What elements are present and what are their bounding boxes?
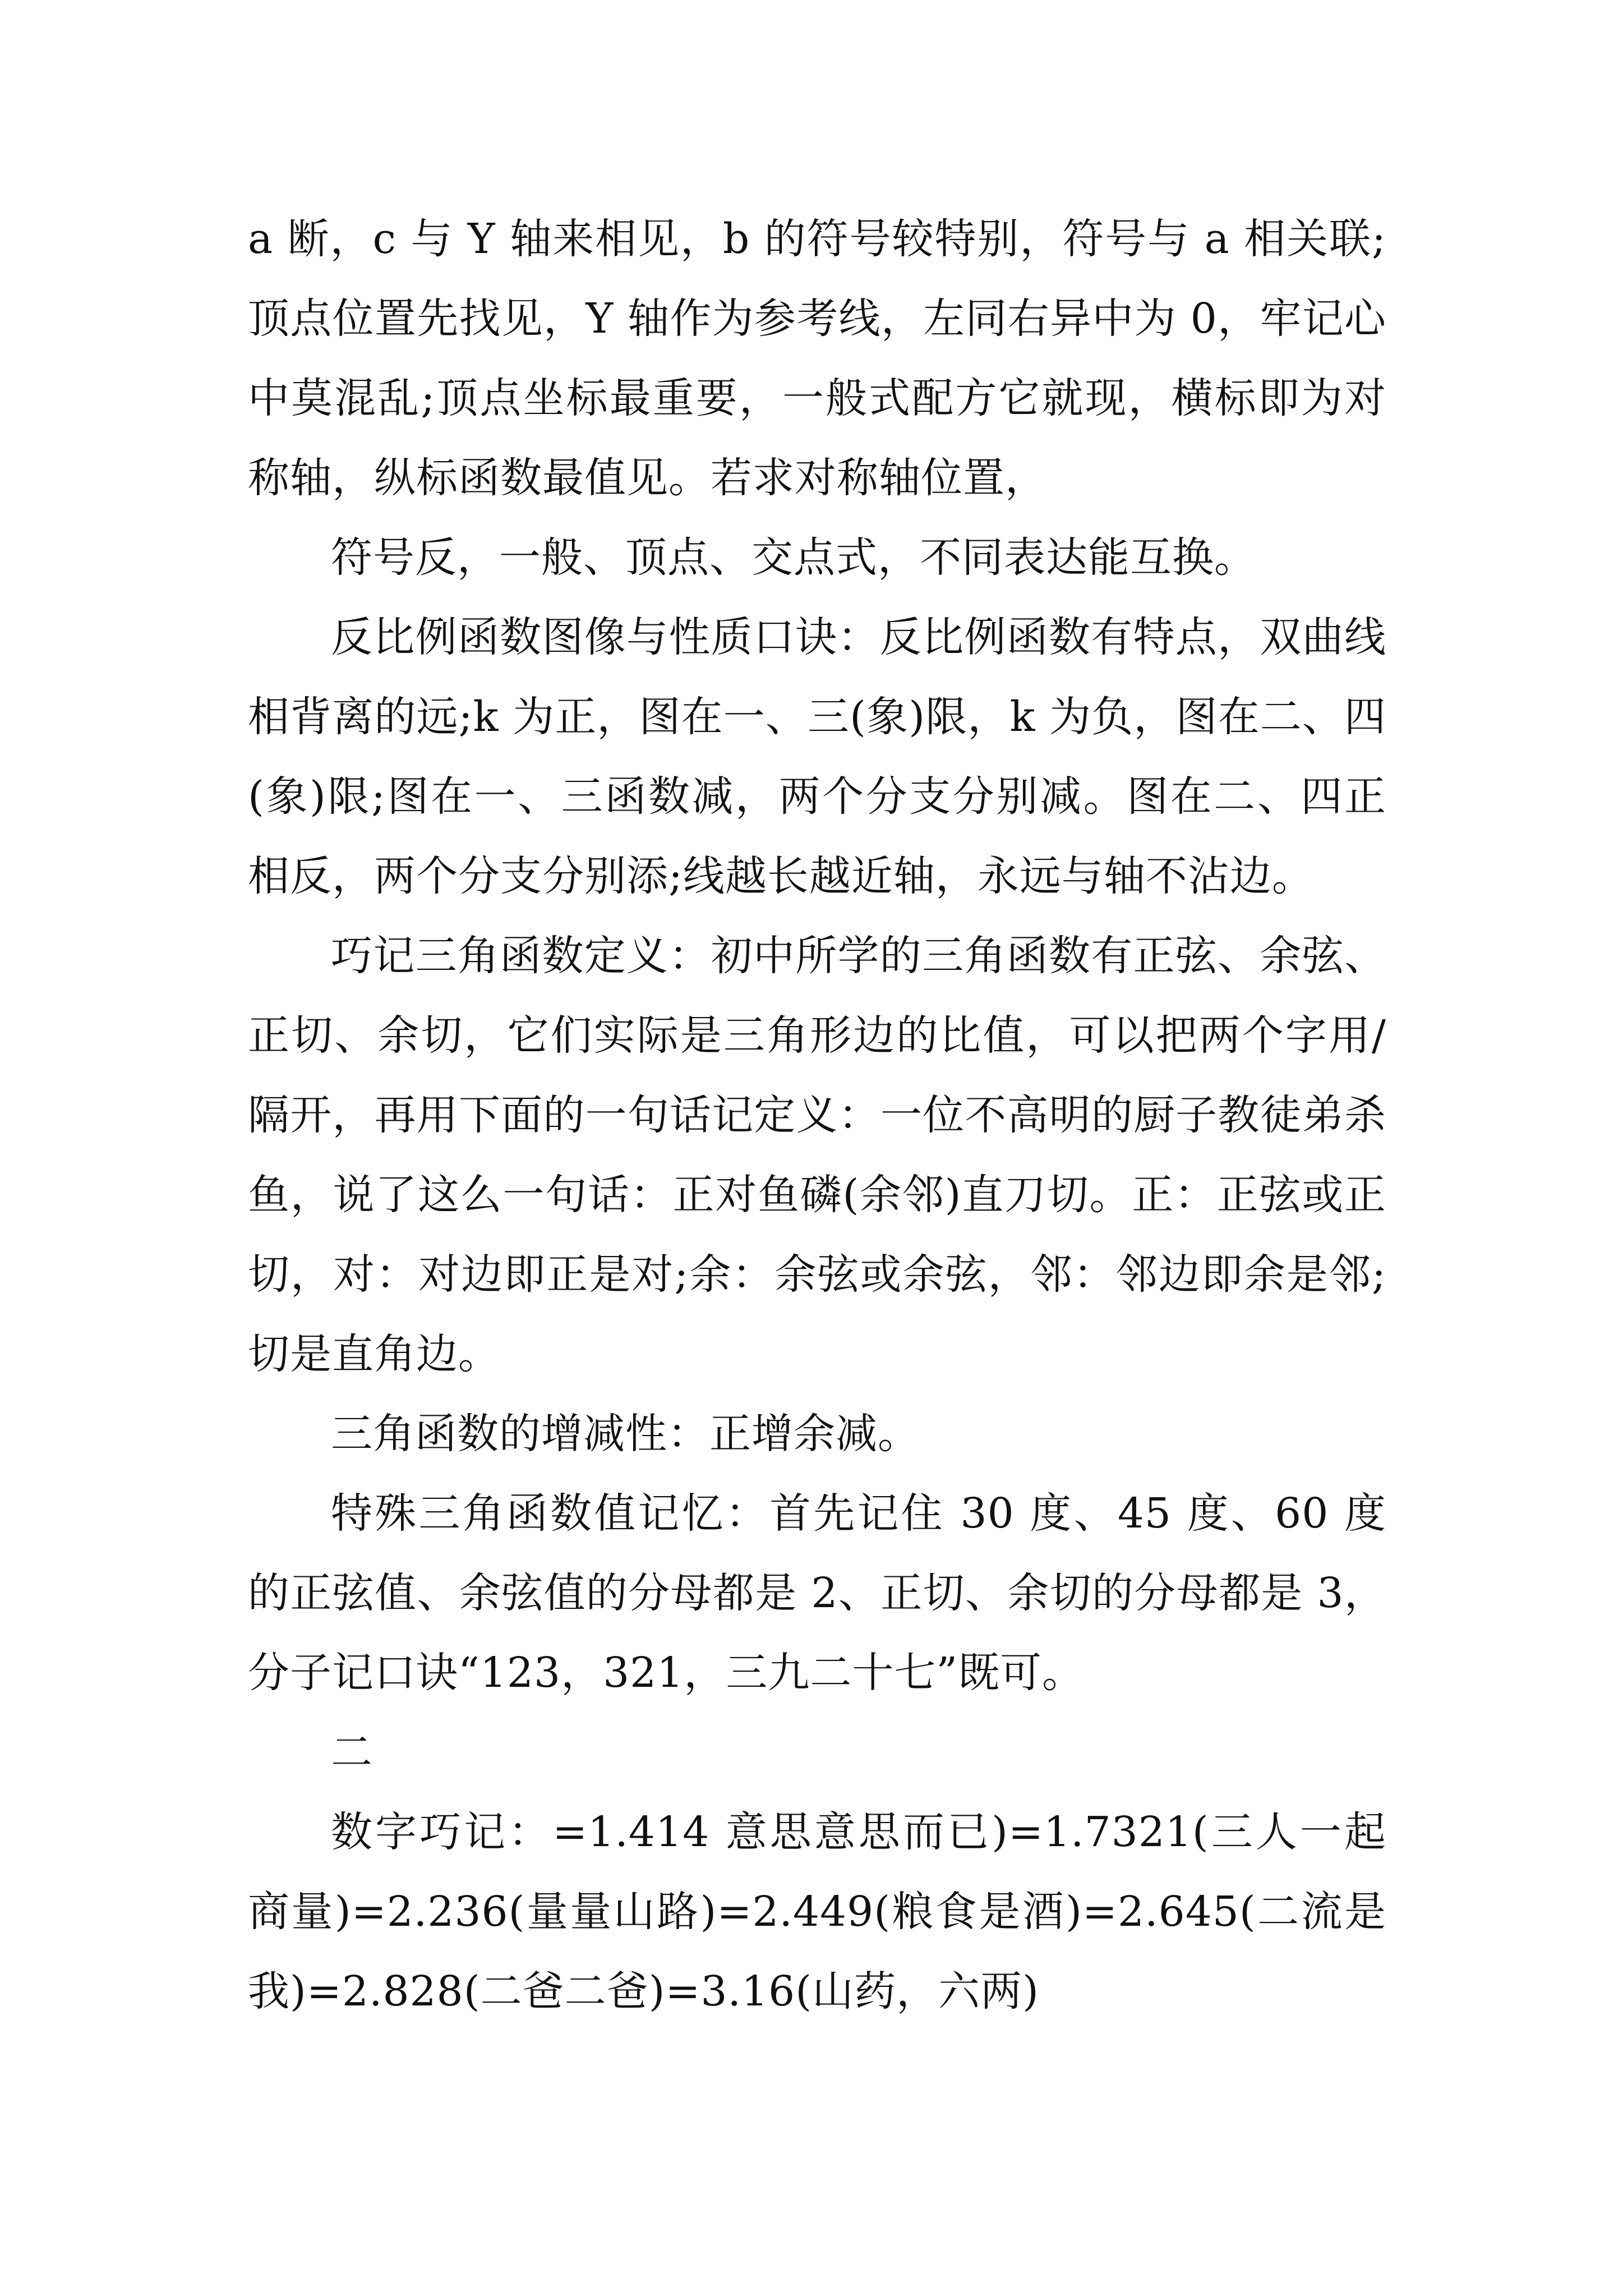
paragraph-special-trig-values: 特殊三角函数值记忆：首先记住 30 度、45 度、60 度的正弦值、余弦值的分母都是 2、正切、余切的分母都是 3，分子记口诀“123，321，三九二十七”既可。 (248, 1489, 1386, 1697)
paragraph-number-mnemonics: 数字巧记：=1.414 意思意思而已)=1.7321(三人一起商量)=2.236(量量山路)=2.449(粮食是酒)=2.645(二流是我)=2.828(二爸二爸)=3.16(山药，六两) (248, 1808, 1386, 2016)
paragraph-inverse-proportion: 反比例函数图像与性质口诀：反比例函数有特点，双曲线相背离的远;k 为正，图在一、三(象)限，k 为负，图在二、四(象)限;图在一、三函数减，两个分支分别减。图在二、四正相反，两个分支分别添;线越长越近轴，永远与轴不沾边。 (248, 613, 1386, 900)
paragraph-quadratic-continuation: a 断，c 与 Y 轴来相见，b 的符号较特别，符号与 a 相关联;顶点位置先找见，Y 轴作为参考线，左同右异中为 0，牢记心中莫混乱;顶点坐标最重要，一般式配方它就现，横标即为对称轴，纵标函数最值见。若求对称轴位置， (248, 215, 1386, 502)
document-body (248, 199, 1386, 2031)
paragraph-trig-definition: 巧记三角函数定义：初中所学的三角函数有正弦、余弦、正切、余切，它们实际是三角形边的比值，可以把两个字用/隔开，再用下面的一句话记定义：一位不高明的厨子教徒弟杀鱼，说了这么一句话：正对鱼磷(余邻)直刀切。正：正弦或正切，对：对边即正是对;余：余弦或余弦，邻：邻边即余是邻;切是直角边。 (248, 932, 1386, 1378)
paragraph-forms-interchange: 符号反，一般、顶点、交点式，不同表达能互换。 (331, 533, 1256, 582)
paragraph-trig-monotonicity: 三角函数的增减性：正增余减。 (331, 1410, 920, 1458)
section-heading-two: 二 (331, 1728, 373, 1777)
